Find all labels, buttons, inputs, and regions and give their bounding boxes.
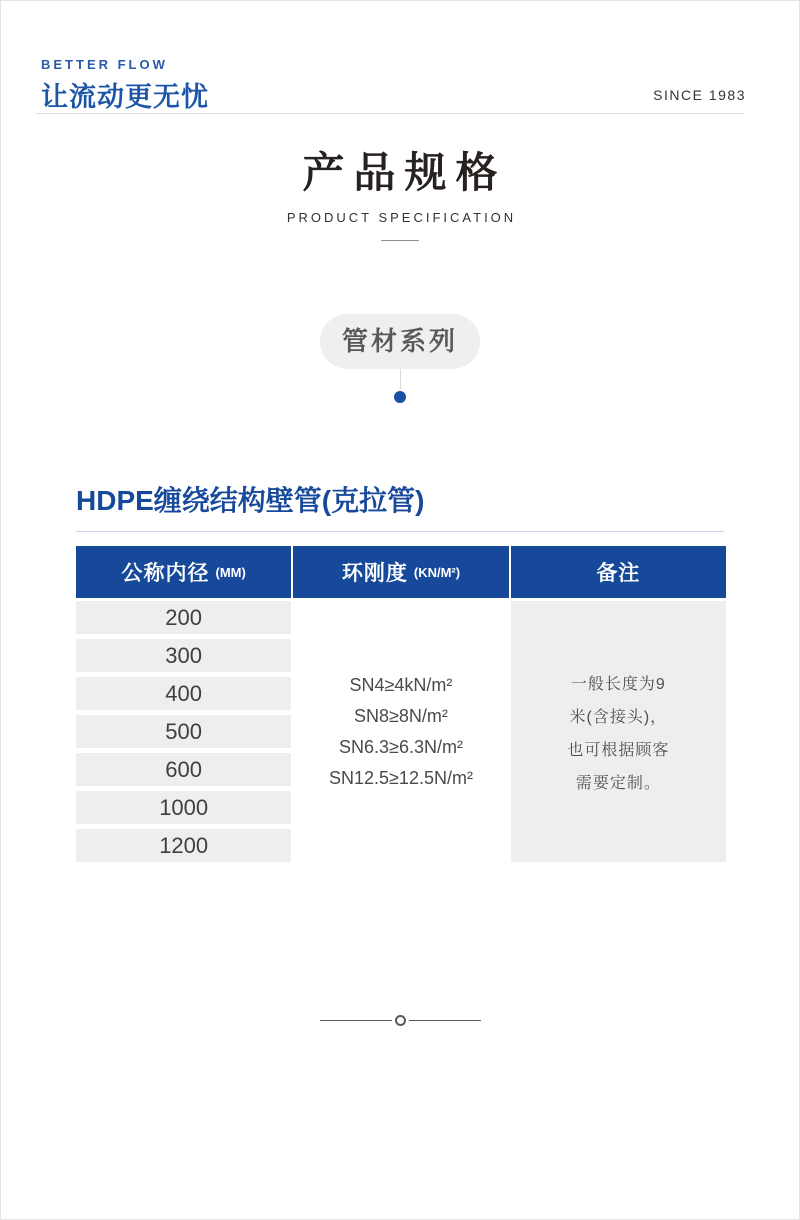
title-block bbox=[1, 151, 799, 241]
header-remark-label: 备注 bbox=[596, 562, 641, 585]
since-label: SINCE 1983 bbox=[653, 87, 746, 103]
divider-circle-icon bbox=[395, 1015, 406, 1026]
section-head bbox=[76, 479, 724, 532]
table-row: 200 bbox=[76, 601, 291, 634]
series-badge: 管材系列 bbox=[320, 314, 480, 369]
table-row: 500 bbox=[76, 715, 291, 748]
table-row: 1000 bbox=[76, 791, 291, 824]
header-cell-stiffness bbox=[293, 546, 508, 598]
header-diameter-unit: (MM) bbox=[215, 564, 246, 580]
bottom-divider bbox=[1, 1015, 799, 1026]
header-cell-diameter bbox=[76, 546, 291, 598]
header-stiffness-unit: (KN/M²) bbox=[413, 564, 461, 580]
stiffness-line: SN8≥8N/m² bbox=[354, 705, 448, 726]
table-row: 400 bbox=[76, 677, 291, 710]
header-diameter-label: 公称内径 bbox=[121, 562, 210, 585]
divider-line-right bbox=[409, 1020, 481, 1021]
remark-line: 一般长度为9 bbox=[570, 675, 666, 693]
table-body bbox=[76, 601, 726, 862]
stiffness-line: SN4≥4kN/m² bbox=[349, 674, 453, 695]
remark-line: 米(含接头)， bbox=[569, 708, 668, 726]
brand-logo bbox=[41, 57, 209, 114]
section-heading: HDPE缠绕结构壁管(克拉管) bbox=[76, 485, 425, 516]
column-ring-stiffness bbox=[293, 601, 508, 862]
title-underline bbox=[381, 240, 419, 241]
table-header-row bbox=[76, 546, 726, 598]
spec-table bbox=[76, 546, 726, 862]
divider-line-left bbox=[320, 1020, 392, 1021]
page-title: 产品规格 bbox=[302, 149, 507, 196]
column-diameters bbox=[76, 601, 291, 862]
series-block bbox=[1, 314, 799, 403]
brand-tagline: BETTER FLOW bbox=[41, 57, 168, 72]
remark-line: 也可根据顾客 bbox=[567, 741, 670, 759]
table-row: 300 bbox=[76, 639, 291, 672]
header-stiffness-label: 环刚度 bbox=[341, 562, 408, 585]
connector-dot-icon bbox=[394, 391, 406, 403]
table-row: 1200 bbox=[76, 829, 291, 862]
page-subtitle: PRODUCT SPECIFICATION bbox=[286, 210, 517, 226]
column-remark bbox=[511, 601, 726, 862]
brand-logotype: 让流动更无忧 bbox=[41, 82, 209, 112]
connector-line bbox=[400, 369, 401, 389]
header-divider bbox=[36, 113, 744, 114]
stiffness-line: SN6.3≥6.3N/m² bbox=[339, 736, 463, 757]
table-row: 600 bbox=[76, 753, 291, 786]
header-cell-remark bbox=[511, 546, 726, 598]
remark-line: 需要定制。 bbox=[575, 774, 661, 792]
stiffness-line: SN12.5≥12.5N/m² bbox=[329, 767, 473, 788]
